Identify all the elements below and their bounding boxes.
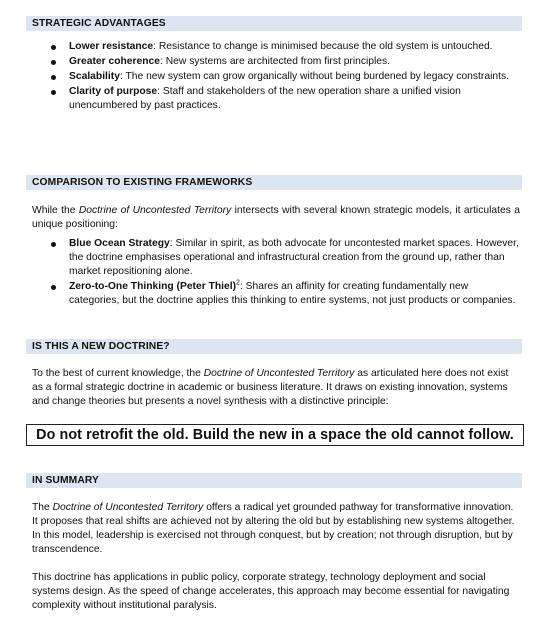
new-doctrine-paragraph: To the best of current knowledge, the Doctrine of Uncontested Territory as articulated here does not exist as a formal strategic doctrine in academic or business literature. It draws on existing innovation, systems and change theories but presents a novel synthesis with a distinctive principle: bbox=[32, 368, 509, 407]
bullet-icon bbox=[51, 75, 56, 80]
summary-paragraph-1: The Doctrine of Uncontested Territory offers a radical yet grounded pathway for transformative innovation. It proposes that real shifts are achieved not by altering the old but by establishing new systems altogether. In this model, leadership is exercised not through conquest, but by creation; not through disruption, but by transcendence. bbox=[32, 502, 515, 555]
comparison-list bbox=[32, 237, 520, 309]
strategic-advantages-list bbox=[32, 40, 520, 114]
section-heading-in-summary: IN SUMMARY bbox=[26, 473, 522, 488]
list-item: Lower resistance: Resistance to change is minimised because the old system is untouched. bbox=[32, 40, 520, 54]
bullet-icon bbox=[51, 90, 56, 95]
bullet-icon bbox=[51, 242, 56, 247]
comparison-intro: While the Doctrine of Uncontested Territory intersects with several known strategic models, it articulates a unique positioning: bbox=[32, 205, 520, 230]
bullet-icon bbox=[51, 45, 56, 50]
section-heading-comparison: COMPARISON TO EXISTING FRAMEWORKS bbox=[26, 175, 522, 190]
list-item: Scalability: The new system can grow organically without being burdened by legacy constraints. bbox=[32, 70, 520, 84]
bullet-icon bbox=[51, 60, 56, 65]
list-item: Greater coherence: New systems are architected from first principles. bbox=[32, 55, 520, 69]
bullet-icon bbox=[51, 285, 56, 290]
section-heading-strategic-advantages: STRATEGIC ADVANTAGES bbox=[26, 16, 522, 31]
list-item: Zero-to-One Thinking (Peter Thiel)$^2$: Shares an affinity for creating fundamentally new categories, but the doctrine applies this thinking to entire systems, not just products or companies. bbox=[32, 280, 520, 308]
list-item: Blue Ocean Strategy: Similar in spirit, as both advocate for uncontested market spaces. However, the doctrine emphasises operational and infrastructural creation from the ground up, rather than market repositioning alone. bbox=[32, 237, 520, 279]
footnote-marker: 2 bbox=[236, 279, 240, 287]
list-item: Clarity of purpose: Staff and stakeholders of the new operation share a unified vision unencumbered by past practices. bbox=[32, 85, 520, 113]
summary-paragraph-2: This doctrine has applications in public policy, corporate strategy, technology deployment and social systems design. As the speed of change accelerates, this approach may become essential for navigating complexity without institutional paralysis. bbox=[32, 572, 510, 611]
principle-quote-box: Do not retrofit the old. Build the new in a space the old cannot follow. bbox=[26, 424, 524, 446]
section-heading-new-doctrine: IS THIS A NEW DOCTRINE? bbox=[26, 339, 522, 354]
